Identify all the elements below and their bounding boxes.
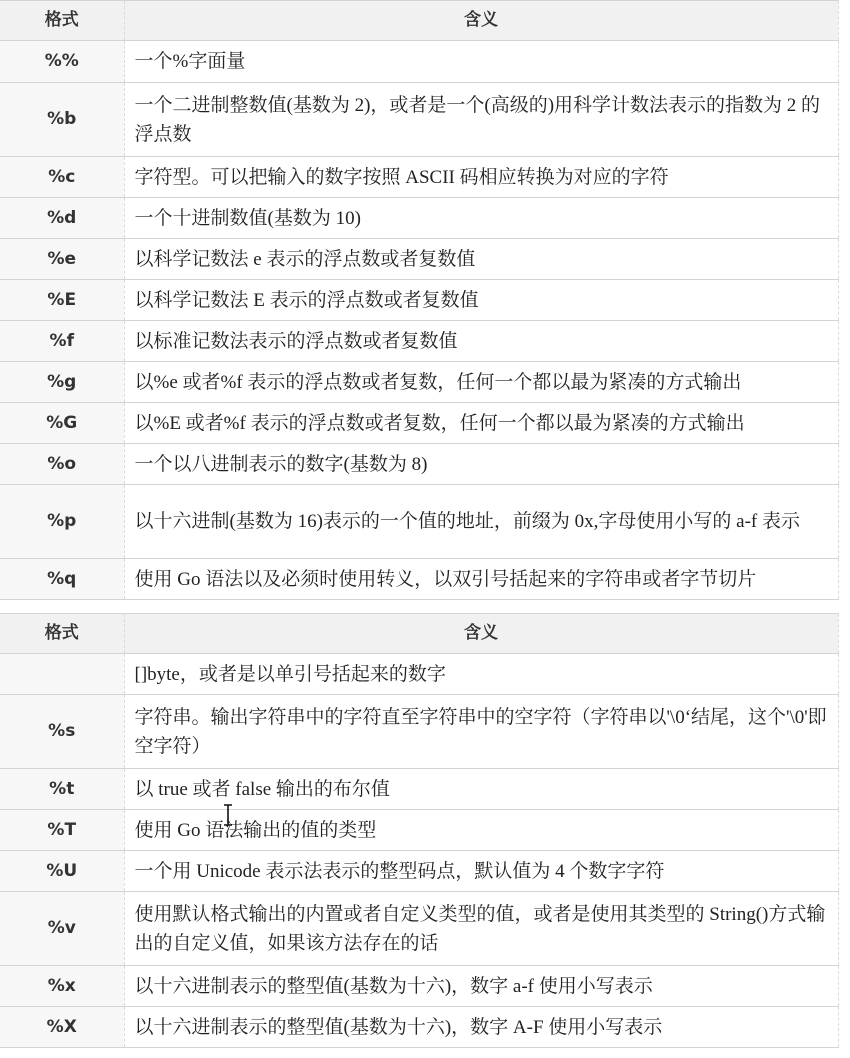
format-code: %T [0,810,124,851]
format-code: %p [0,485,124,559]
format-description: 一个以八进制表示的数字(基数为 8) [124,444,838,485]
format-code: %U [0,851,124,892]
table-row [0,157,838,198]
format-code: %x [0,966,124,1007]
format-description: 以十六进制(基数为 16)表示的一个值的地址，前缀为 0x,字母使用小写的 a-f 表示 [124,485,838,559]
table-row [0,654,838,695]
header-format: 格式 [0,1,124,41]
table-row [0,485,838,559]
table-row [0,851,838,892]
table-row [0,321,838,362]
format-description: 字符型。可以把输入的数字按照 ASCII 码相应转换为对应的字符 [124,157,838,198]
format-description: 以%e 或者%f 表示的浮点数或者复数，任何一个都以最为紧凑的方式输出 [124,362,838,403]
table-row [0,41,838,83]
format-description: 一个二进制整数值(基数为 2)，或者是一个(高级的)用科学计数法表示的指数为 2 的浮点数 [124,83,838,157]
format-description: 以%E 或者%f 表示的浮点数或者复数，任何一个都以最为紧凑的方式输出 [124,403,838,444]
format-code [0,654,124,695]
format-code: %G [0,403,124,444]
table-row [0,559,838,600]
header-format: 格式 [0,614,124,654]
table-row [0,444,838,485]
table-header-row [0,1,838,41]
format-code: %E [0,280,124,321]
format-code: %b [0,83,124,157]
table-row [0,810,838,851]
format-code: %g [0,362,124,403]
format-code: %% [0,41,124,83]
format-code: %o [0,444,124,485]
format-code: %f [0,321,124,362]
format-code: %d [0,198,124,239]
format-code: %c [0,157,124,198]
format-description: 字符串。输出字符串中的字符直至字符串中的空字符（字符串以'\0‘结尾，这个'\0'即空字符） [124,695,838,769]
table-row [0,892,838,966]
format-code: %v [0,892,124,966]
format-description: 一个十进制数值(基数为 10) [124,198,838,239]
table-row [0,362,838,403]
table-row [0,1007,838,1048]
table-row [0,83,838,157]
table-header-row [0,614,838,654]
format-description: 以十六进制表示的整型值(基数为十六)，数字 A-F 使用小写表示 [124,1007,838,1048]
text-cursor-icon [222,804,234,826]
format-code: %t [0,769,124,810]
format-description: 以科学记数法 E 表示的浮点数或者复数值 [124,280,838,321]
format-code: %q [0,559,124,600]
table-row [0,769,838,810]
format-table-2 [0,613,839,1048]
format-description: 以科学记数法 e 表示的浮点数或者复数值 [124,239,838,280]
table-row [0,695,838,769]
format-description: 一个用 Unicode 表示法表示的整型码点，默认值为 4 个数字字符 [124,851,838,892]
table-row [0,239,838,280]
format-description: 以十六进制表示的整型值(基数为十六)，数字 a-f 使用小写表示 [124,966,838,1007]
format-description: 以标准记数法表示的浮点数或者复数值 [124,321,838,362]
header-meaning: 含义 [124,1,838,41]
table-row [0,966,838,1007]
format-code: %e [0,239,124,280]
format-code: %X [0,1007,124,1048]
format-description: 以 true 或者 false 输出的布尔值 [124,769,838,810]
format-description: []byte，或者是以单引号括起来的数字 [124,654,838,695]
table-row [0,403,838,444]
format-description: 一个%字面量 [124,41,838,83]
format-description: 使用 Go 语法输出的值的类型 [124,810,838,851]
header-meaning: 含义 [124,614,838,654]
format-code: %s [0,695,124,769]
table-row [0,280,838,321]
format-description: 使用默认格式输出的内置或者自定义类型的值，或者是使用其类型的 String()方式输出的自定义值，如果该方法存在的话 [124,892,838,966]
table-row [0,198,838,239]
table-gap [0,603,850,613]
format-description: 使用 Go 语法以及必须时使用转义，以双引号括起来的字符串或者字节切片 [124,559,838,600]
